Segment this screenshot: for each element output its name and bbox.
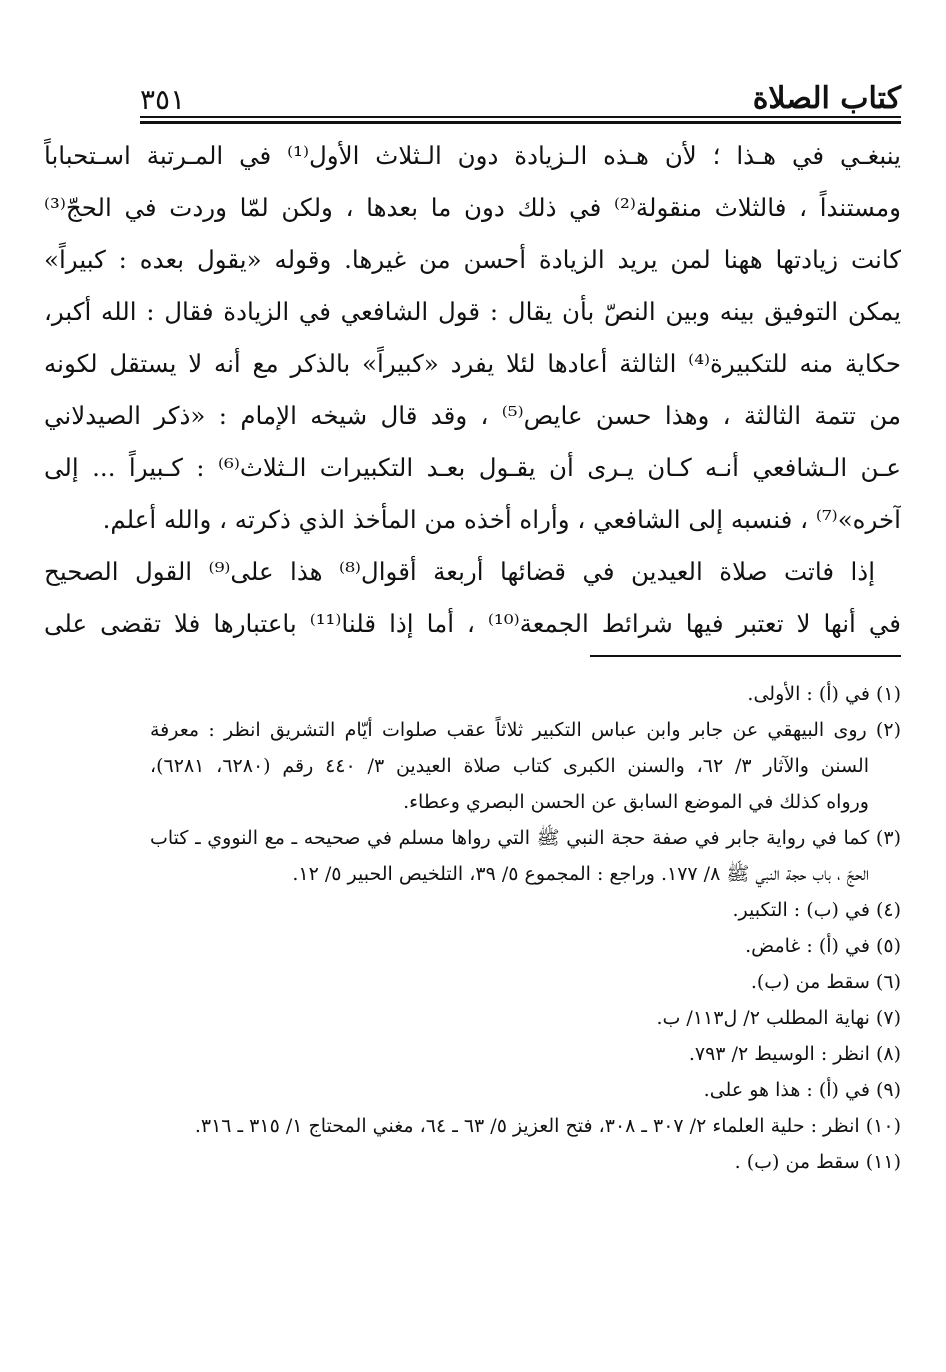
text-line: عـن الـشافعي أنـه كـان يـرى أن يقـول بعـد التكبيرات الـثلاث⁽⁶⁾ : كـبيراً ... إلى <box>44 453 901 482</box>
footnote: (٩) في (أ) : هذا هو على. <box>703 1079 901 1101</box>
header-rule-thick <box>140 121 901 124</box>
text-line: حكاية منه للتكبيرة⁽⁴⁾ الثالثة أعادها لئلا يفرد «كبيراً» بالذكر مع أنه لا يستقل لكونه <box>44 349 901 378</box>
header-rule-thin <box>140 116 901 118</box>
footnote-continuation: السنن والآثار ٣/ ٦٢، والسنن الكبرى كتاب صلاة العيدين ٣/ ٤٤٠ رقم (٦٢٨٠، ٦٢٨١)، <box>150 755 869 777</box>
text-line: إذا فاتت صلاة العيدين في قضائها أربعة أقوال⁽⁸⁾ هذا على⁽⁹⁾ القول الصحيح <box>44 557 875 586</box>
footnote: (٨) انظر : الوسيط ٢/ ٧٩٣. <box>688 1043 901 1065</box>
footnote: (٢) روى البيهقي عن جابر وابن عباس التكبير ثلاثاً عقب صلوات أيّام التشريق انظر : معرفة <box>150 719 901 741</box>
chapter-title: كتاب الصلاة <box>752 81 901 116</box>
text-line: كانت زيادتها ههنا لمن يريد الزيادة أحسن من غيرها. وقوله «يقول بعده : كبيراً» <box>44 245 901 274</box>
footnote: (٣) كما في رواية جابر في صفة حجة النبي ﷺ التي رواها مسلم في صحيحه ـ مع النووي ـ كتاب <box>150 827 901 849</box>
footnote-separator <box>590 655 901 657</box>
footnote: (١٠) انظر : حلية العلماء ٢/ ٣٠٧ ـ ٣٠٨، فتح العزيز ٥/ ٦٣ ـ ٦٤، مغني المحتاج ١/ ٣١٥ ـ ٣١٦. <box>194 1115 901 1137</box>
footnote: (٤) في (ب) : التكبير. <box>732 899 901 921</box>
footnote: (٦) سقط من (ب). <box>750 971 901 993</box>
text-line: آخره»⁽⁷⁾ ، فنسبه إلى الشافعي ، وأراه أخذه من المأخذ الذي ذكرته ، والله أعلم. <box>102 505 901 534</box>
footnote: (١) في (أ) : الأولى. <box>747 683 901 705</box>
footnote: (٧) نهاية المطلب ٢/ ل١١٣/ ب. <box>656 1007 901 1029</box>
footnote-continuation: ورواه كذلك في الموضع السابق عن الحسن البصري وعطاء. <box>403 791 869 813</box>
footnote: (٥) في (أ) : غامض. <box>745 935 901 957</box>
main-text <box>44 130 901 650</box>
text-line: ومستنداً ، فالثلاث منقولة⁽²⁾ في ذلك دون ما بعدها ، ولكن لمّا وردت في الحجّ⁽³⁾ <box>44 193 901 222</box>
footnote: (١١) سقط من (ب) . <box>734 1151 901 1173</box>
running-header <box>140 74 901 114</box>
page-number: ٣٥١ <box>140 83 186 116</box>
text-line: ينبغـي في هـذا ؛ لأن هـذه الـزيادة دون الـثلاث الأول⁽¹⁾ في المـرتبة اسـتحباباً <box>44 141 901 170</box>
text-line: من تتمة الثالثة ، وهذا حسن عايص⁽⁵⁾ ، وقد قال شيخه الإمام : «ذكر الصيدلاني <box>44 401 901 430</box>
text-line: في أنها لا تعتبر فيها شرائط الجمعة⁽¹⁰⁾ ، أما إذا قلنا⁽¹¹⁾ باعتبارها فلا تقضى على <box>44 609 901 638</box>
footnote-continuation: الحجّ ، باب حجة النبي ﷺ ٨/ ١٧٧. وراجع : المجموع ٥/ ٣٩، التلخيص الحبير ٥/ ١٢. <box>292 863 869 885</box>
footnotes <box>150 676 901 1180</box>
text-line: يمكن التوفيق بينه وبين النصّ بأن يقال : قول الشافعي في الزيادة فقال : الله أكبر، <box>44 297 901 326</box>
